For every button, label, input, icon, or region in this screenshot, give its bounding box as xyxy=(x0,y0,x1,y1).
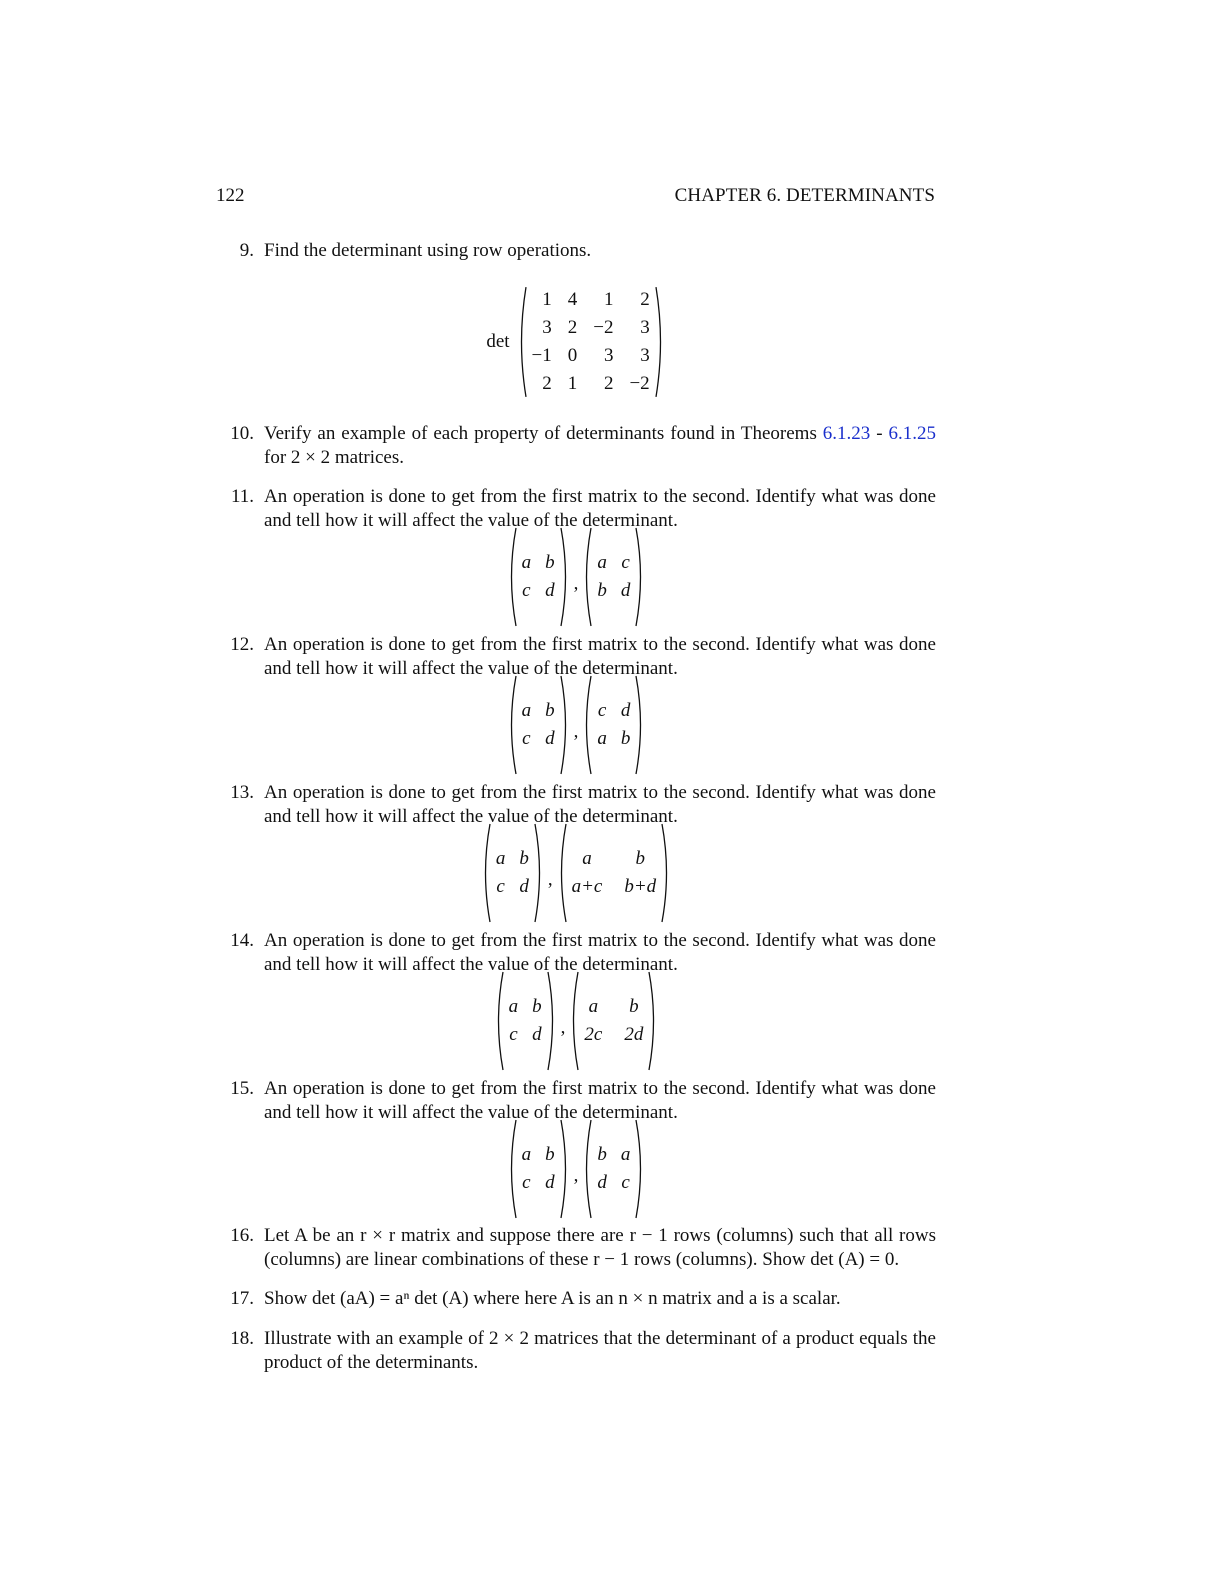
comma: , xyxy=(573,573,579,594)
left-parenthesis xyxy=(581,1119,593,1219)
matrix-entries xyxy=(593,549,634,605)
matrix-cell: d xyxy=(620,580,631,601)
left-parenthesis xyxy=(556,823,568,923)
text-segment: for 2 × 2 matrices. xyxy=(264,447,404,468)
matrix-cell: a xyxy=(521,1144,532,1165)
first-matrix xyxy=(480,823,545,923)
matrix-cell: 1 xyxy=(567,373,578,394)
matrix-entries xyxy=(518,549,559,605)
matrix-entries xyxy=(593,1141,634,1197)
matrix-cell: 3 xyxy=(603,345,614,366)
comma: , xyxy=(547,869,553,890)
text-segment: Verify an example of each property of determinants found in Theorems xyxy=(264,423,823,444)
matrix-cell: c xyxy=(597,700,607,721)
matrix-cell: 1 xyxy=(603,289,614,310)
second-matrix xyxy=(581,1119,646,1219)
left-parenthesis xyxy=(581,527,593,627)
matrix-cell: d xyxy=(532,1024,542,1045)
problem-number: 11. xyxy=(230,486,254,507)
matrix-cell: −2 xyxy=(593,317,614,338)
matrix-4x4 xyxy=(516,286,666,398)
matrix-entries xyxy=(518,697,559,753)
problem-text: An operation is done to get from the first matrix to the second. Identify what was done and tell how it will affect the value of the determinant. xyxy=(264,1078,936,1123)
matrix-cell: d xyxy=(545,1172,555,1193)
matrix-cell: c xyxy=(522,728,531,749)
matrix-cell: b xyxy=(545,1144,555,1165)
problem-text xyxy=(264,422,936,470)
problem-9 xyxy=(216,239,936,394)
second-matrix xyxy=(556,823,673,923)
matrix-cell: 2d xyxy=(624,1024,644,1045)
problem-text: Illustrate with an example of 2 × 2 matrices that the determinant of a product equals the product of the determinants. xyxy=(264,1328,936,1373)
matrix-cell: b xyxy=(635,848,645,869)
problem-text: An operation is done to get from the first matrix to the second. Identify what was done and tell how it will affect the value of the determinant. xyxy=(264,486,936,531)
left-parenthesis xyxy=(568,971,580,1071)
problem-15 xyxy=(216,1077,936,1193)
matrix-pair xyxy=(216,989,936,1053)
right-parenthesis xyxy=(546,971,558,1071)
problem-number: 10. xyxy=(230,423,254,444)
problem-text: An operation is done to get from the first matrix to the second. Identify what was done and tell how it will affect the value of the determinant. xyxy=(264,930,936,975)
matrix-cell: a xyxy=(508,996,519,1017)
right-parenthesis xyxy=(533,823,545,923)
problem-text: An operation is done to get from the first matrix to the second. Identify what was done and tell how it will affect the value of the determinant. xyxy=(264,634,936,679)
matrix-cell: c xyxy=(522,580,531,601)
problem-text: Show det (aA) = aⁿ det (A) where here A is an n × n matrix and a is a scalar. xyxy=(264,1288,841,1309)
left-parenthesis xyxy=(581,675,593,775)
matrix-cell: b xyxy=(629,996,639,1017)
left-parenthesis xyxy=(506,527,518,627)
matrix-entries xyxy=(518,1141,559,1197)
problem-text: An operation is done to get from the first matrix to the second. Identify what was done and tell how it will affect the value of the determinant. xyxy=(264,782,936,827)
theorem-link-6-1-23[interactable]: 6.1.23 xyxy=(822,423,871,444)
comma: , xyxy=(573,1165,579,1186)
problem-number: 15. xyxy=(230,1078,254,1099)
comma: , xyxy=(573,721,579,742)
matrix-entries xyxy=(505,993,546,1049)
text-segment: - xyxy=(870,423,889,444)
chapter-title: CHAPTER 6. DETERMINANTS xyxy=(674,185,935,206)
matrix-cell: 3 xyxy=(542,317,552,338)
left-parenthesis xyxy=(506,675,518,775)
left-parenthesis xyxy=(516,286,528,398)
right-parenthesis xyxy=(559,1119,571,1219)
matrix-cell: d xyxy=(545,580,555,601)
problem-number: 13. xyxy=(230,782,254,803)
comma: , xyxy=(560,1017,566,1038)
matrix-cell: b+d xyxy=(624,876,657,897)
matrix-cell: a xyxy=(588,996,599,1017)
matrix-cell: a xyxy=(597,728,607,749)
matrix-cell: b xyxy=(597,1144,607,1165)
right-parenthesis xyxy=(634,1119,646,1219)
matrix-cell: a xyxy=(582,848,592,869)
problem-10 xyxy=(216,422,936,470)
matrix-cell: a xyxy=(521,552,532,573)
first-matrix xyxy=(506,1119,571,1219)
matrix-entries xyxy=(528,286,654,398)
second-matrix xyxy=(568,971,659,1071)
matrix-cell: 2 xyxy=(603,373,614,394)
matrix-cell: −1 xyxy=(531,345,552,366)
page-header xyxy=(216,185,935,209)
matrix-cell: b xyxy=(519,848,529,869)
matrix-cell: a xyxy=(521,700,532,721)
right-parenthesis xyxy=(559,675,571,775)
second-matrix xyxy=(581,527,646,627)
problem-number: 9. xyxy=(239,240,254,261)
left-parenthesis xyxy=(493,971,505,1071)
matrix-cell: d xyxy=(597,1172,607,1193)
matrix-entries xyxy=(492,845,533,901)
matrix-cell: 3 xyxy=(640,317,650,338)
first-matrix xyxy=(506,527,571,627)
problem-18 xyxy=(216,1327,936,1375)
matrix-cell: c xyxy=(509,1024,518,1045)
matrix-cell: a xyxy=(597,552,607,573)
problem-14 xyxy=(216,929,936,1045)
matrix-pair xyxy=(216,1137,936,1201)
first-matrix xyxy=(493,971,558,1071)
matrix-cell: a+c xyxy=(571,876,603,897)
problem-number: 16. xyxy=(230,1225,254,1246)
matrix-pair xyxy=(216,545,936,609)
right-parenthesis xyxy=(634,675,646,775)
problem-number: 12. xyxy=(230,634,254,655)
problem-text: Let A be an r × r matrix and suppose there are r − 1 rows (columns) such that all rows (columns) are linear combinations of these r − 1 rows (columns). Show det (A) = 0. xyxy=(264,1225,936,1270)
matrix-cell: b xyxy=(545,552,555,573)
right-parenthesis xyxy=(654,286,666,398)
matrix-cell: 2 xyxy=(567,317,578,338)
matrix-cell: 2 xyxy=(640,289,650,310)
matrix-cell: 4 xyxy=(567,289,578,310)
matrix-cell: a xyxy=(495,848,506,869)
matrix-cell: d xyxy=(519,876,529,897)
problem-12 xyxy=(216,633,936,749)
left-parenthesis xyxy=(480,823,492,923)
problem-17 xyxy=(216,1287,936,1311)
matrix-cell: d xyxy=(545,728,555,749)
left-parenthesis xyxy=(506,1119,518,1219)
matrix-cell: 3 xyxy=(640,345,650,366)
page-number: 122 xyxy=(216,185,245,206)
matrix-pair xyxy=(216,693,936,757)
problem-13 xyxy=(216,781,936,897)
matrix-cell: 1 xyxy=(542,289,552,310)
det-label: det xyxy=(486,331,510,352)
right-parenthesis xyxy=(660,823,672,923)
problem-number: 17. xyxy=(230,1288,254,1309)
matrix-cell: b xyxy=(545,700,555,721)
matrix-cell: c xyxy=(496,876,505,897)
matrix-entries xyxy=(580,993,647,1049)
determinant-expression xyxy=(216,283,936,401)
matrix-cell: 2 xyxy=(542,373,552,394)
second-matrix xyxy=(581,675,646,775)
matrix-cell: 2c xyxy=(584,1024,603,1045)
matrix-cell: c xyxy=(621,552,630,573)
first-matrix xyxy=(506,675,571,775)
matrix-cell: b xyxy=(532,996,542,1017)
problem-16 xyxy=(216,1224,936,1272)
matrix-cell: c xyxy=(522,1172,531,1193)
matrix-cell: b xyxy=(620,728,631,749)
problem-text: Find the determinant using row operations. xyxy=(264,240,592,261)
problem-number: 18. xyxy=(230,1328,254,1349)
problem-number: 14. xyxy=(230,930,254,951)
matrix-pair xyxy=(216,841,936,905)
matrix-cell: a xyxy=(620,1144,631,1165)
right-parenthesis xyxy=(634,527,646,627)
matrix-cell: 0 xyxy=(567,345,578,366)
matrix-entries xyxy=(568,845,661,901)
matrix-cell: −2 xyxy=(629,373,650,394)
matrix-cell: b xyxy=(597,580,607,601)
matrix-cell: c xyxy=(621,1172,630,1193)
theorem-link-6-1-25[interactable]: 6.1.25 xyxy=(888,423,937,444)
matrix-cell: d xyxy=(620,700,631,721)
matrix-entries xyxy=(593,697,634,753)
problem-11 xyxy=(216,485,936,601)
right-parenthesis xyxy=(559,527,571,627)
right-parenthesis xyxy=(647,971,659,1071)
